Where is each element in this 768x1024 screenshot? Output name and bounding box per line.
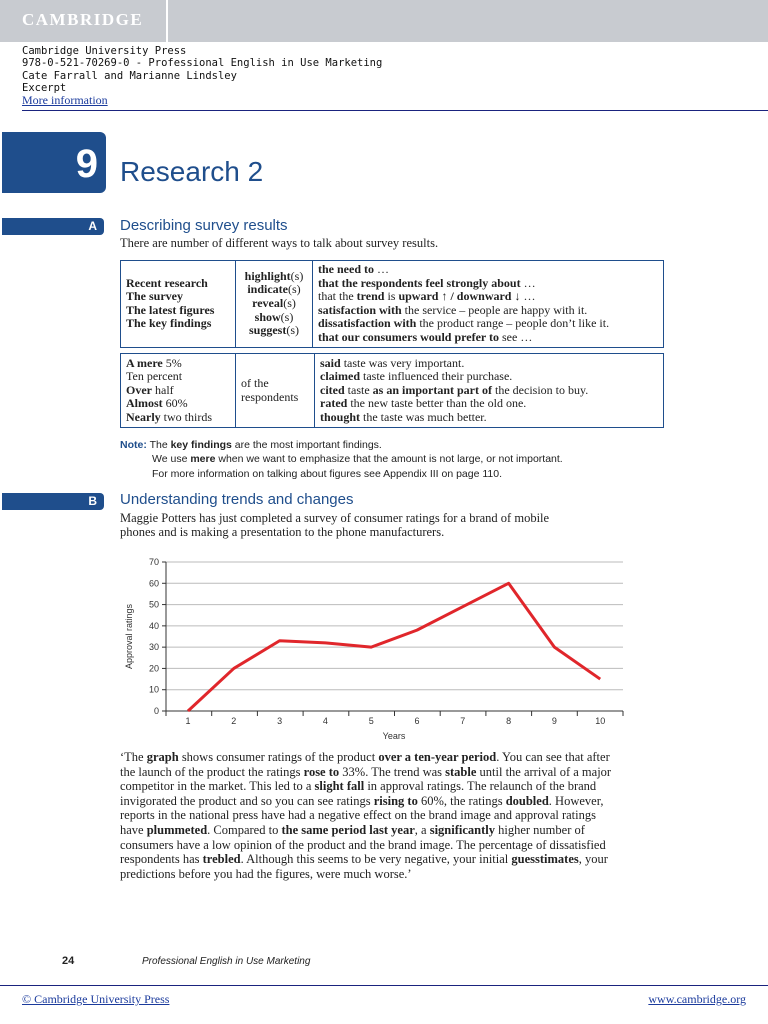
y-axis-label: Approval ratings [124,603,134,670]
table2-quantity-term: Almost [126,396,163,411]
table1-object [318,331,658,345]
table2-verb-text: the new taste better than the old one. [347,396,527,411]
table2-verb [320,357,658,371]
table1-subject [126,290,230,304]
table1-object-text: the product range – people don’t like it. [416,316,610,331]
note-term: key findings [170,439,232,451]
table1-object-term: dissatisfaction with [318,316,417,331]
table1-objects-cell [313,261,664,348]
x-axis-label: Years [382,731,406,741]
paragraph-key-term: rising to [373,793,418,808]
note-text: The [146,439,171,451]
section-a-heading: Describing survey results [120,217,288,234]
table1-subject [126,277,230,291]
chapter-number: 9 [75,142,98,186]
table2-verb [320,370,658,384]
paragraph-text: 60%, the ratings [417,793,506,808]
footer-divider [0,985,768,986]
table1-object-text: is [384,289,399,304]
y-tick-label: 0 [153,706,159,716]
paragraph-key-term: guesstimates [511,852,579,867]
table2-respondents-text: respondents [241,389,299,404]
table1-verb-text: indicate [247,282,288,297]
table1-object-term: satisfaction with [318,302,402,317]
website-link[interactable]: www.cambridge.org [648,992,746,1006]
table2-verb-text: taste was very important. [340,355,465,370]
table2-quantity [126,397,230,411]
y-tick-label: 50 [148,599,159,610]
table1-subject-text: The survey [126,289,183,304]
table1-verb-suffix: (s) [288,282,301,297]
book-metadata [22,45,382,107]
table2-quantity-text: two thirds [160,409,212,424]
section-b-letter: B [88,494,97,508]
table1-verb-text: suggest [248,323,287,338]
note-text: We use [152,453,191,466]
note-text: when we want to emphasize that the amount is not large, or not important. [215,453,563,466]
x-tick-label: 8 [506,716,512,726]
table2-quantity [126,411,230,425]
graph-description-paragraph [120,750,620,881]
table2-verb [320,397,658,411]
more-information-link[interactable]: More information [22,93,108,108]
table2-quantity [126,357,230,371]
paragraph-text: . However, reports in the national press have had a negative effect on the brand image and approval ratings have [120,793,604,837]
y-tick-label: 20 [148,663,159,674]
page-number: 24 [62,955,75,967]
paragraph-key-term: significantly [429,822,495,837]
table2-verb-text: the taste was much better. [360,409,487,424]
table1-object-term: upward ↑ / downward ↓ [398,289,521,304]
paragraph-text: 33%. The trend was [339,764,446,779]
table1-verb [241,311,307,325]
table1-object [318,304,658,318]
table2-quantity-text: Ten percent [126,369,183,384]
table1-verb [241,324,307,338]
table1-object [318,263,658,277]
paragraph-key-term: rose to [303,764,340,779]
x-tick-label: 2 [231,716,237,726]
logo-box [0,0,168,42]
table2-respondents [241,391,309,405]
paragraph-text: . Although this seems to be very negative, your initial [240,852,512,867]
note-box [120,438,563,481]
note-term: mere [190,453,216,466]
table2-quantity-term: Nearly [126,409,161,424]
excerpt-line: Excerpt [22,81,67,94]
table1-verb-text: show [254,309,281,324]
table2-verb-text: taste [344,382,373,397]
table1-subject-text: The key findings [126,316,212,331]
table2-quantities-cell [121,354,236,428]
table1-subject-text: The latest figures [126,302,215,317]
table1-verb-text: highlight [244,268,291,283]
approval-ratings-chart [116,552,636,742]
section-b-intro-line-1: Maggie Potters has just completed a survey of consumer ratings for a brand of mobile [120,511,550,525]
table1-subject-text: Recent research [126,275,208,290]
section-a-tab [2,218,104,235]
table1-object-text: see … [499,329,533,344]
table1-object-text: … [374,262,389,276]
table2-verb-term: said [320,355,341,370]
paragraph-text: , a [414,822,430,837]
paragraph-text: in approval ratings. The relaunch of the brand invigorated the product and so you can see ratings [120,779,597,808]
table2-verb [320,384,658,398]
table2-verb-text: the decision to buy. [492,382,589,397]
x-tick-label: 1 [185,716,191,726]
note-text: are the most important findings. [231,439,382,451]
note-appendix-reference: For more information on talking about figures see Appendix III on page 110. [152,467,503,480]
copyright-link[interactable]: © Cambridge University Press [22,992,170,1006]
table2-verb [320,411,658,425]
header-divider [22,110,768,111]
table2-quantity-term: A mere [126,355,163,370]
table1-object-text: the service – people are happy with it. [401,302,588,317]
x-tick-label: 7 [460,716,466,726]
paragraph-text: higher number of consumers have a low opinion of the product and the brand image. The percentage of dissatisfied respondents has [120,822,606,867]
table1-object-term: that the respondents feel strongly about [318,275,521,290]
y-tick-label: 60 [148,578,159,589]
table1-object-text: … [520,289,536,304]
table2-respondents-cell [236,354,315,428]
table2-quantity-text: half [152,382,174,397]
paragraph-text: , your predictions before you had the figures, were much worse.’ [120,852,608,881]
paragraph-key-term: the same period last year [281,822,415,837]
chapter-number-box [2,132,106,193]
table1-verb-suffix: (s) [280,309,294,324]
paragraph-key-term: stable [445,764,477,779]
table1-verb-text: reveal [252,295,284,310]
table1-object-term: that our consumers would prefer to [318,329,499,344]
running-book-title: Professional English in Use Marketing [142,956,311,967]
table2-verb-term: as an important part of [372,382,492,397]
table1-subject [126,317,230,331]
table1-verb [241,283,307,297]
table2-quantity-term: Over [126,382,152,397]
x-tick-label: 9 [551,716,557,726]
table1-subject [126,304,230,318]
section-a-intro: There are number of different ways to talk about survey results. [120,236,439,250]
table2-quantity [126,384,230,398]
section-b-tab [2,493,104,510]
table1-object-text: … [520,275,536,290]
table1-verb-suffix: (s) [283,295,296,310]
respondents-table [120,353,664,428]
note-label: Note: [120,439,147,451]
table1-verb-suffix: (s) [286,323,299,338]
table1-object-text: that the [318,289,357,304]
table2-verb-term: rated [320,396,348,411]
paragraph-text: . You can see that after the launch of the product the ratings [120,750,610,779]
y-tick-label: 70 [148,557,159,567]
table1-object [318,290,658,304]
table2-respondents [241,377,309,391]
paragraph-key-term: plummeted [146,822,208,837]
section-a-letter: A [88,219,97,233]
chapter-title: Research 2 [120,156,264,187]
publisher-line: Cambridge University Press [22,45,187,57]
table2-verb-term: thought [320,409,361,424]
x-tick-label: 5 [368,716,374,726]
table1-object-term: trend [356,289,385,304]
table1-verb-suffix: (s) [290,268,304,283]
table1-verb [241,297,307,311]
y-tick-label: 30 [148,642,159,653]
table2-quantity-text: 60% [162,396,188,411]
table2-respondents-text: of the [241,375,269,390]
section-b-heading: Understanding trends and changes [120,491,354,508]
isbn-line: 978-0-521-70269-0 - Professional English in Use Marketing [22,57,383,70]
survey-phrases-table [120,260,664,348]
x-tick-label: 3 [277,716,283,726]
table1-object [318,277,658,291]
paragraph-key-term: graph [146,750,179,764]
paragraph-text: shows consumer ratings of the product [178,750,379,764]
table2-verbs-cell [315,354,664,428]
paragraph-text: . Compared to [207,822,282,837]
table1-object-term: the need to [318,262,374,276]
y-tick-label: 40 [148,620,159,631]
table2-verb-term: cited [320,382,345,397]
x-tick-label: 6 [414,716,420,726]
table2-quantity [126,370,230,384]
x-tick-label: 10 [595,716,606,726]
authors-line: Cate Farrall and Marianne Lindsley [22,69,237,82]
table1-object [318,317,658,331]
table2-verb-term: claimed [320,369,360,384]
publisher-logo: CAMBRIDGE [22,10,144,29]
paragraph-text: until the arrival of a major competitor in the market. This led to a [120,764,612,794]
table1-verb [241,270,307,284]
paragraph-key-term: slight fall [314,779,365,794]
y-tick-label: 10 [148,684,159,695]
section-b-intro-line-2: phones and is making a presentation to the phone manufacturers. [120,525,445,539]
paragraph-key-term: trebled [202,852,241,867]
x-tick-label: 4 [322,716,328,726]
paragraph-key-term: doubled [505,793,549,808]
table2-verb-text: taste influenced their purchase. [360,369,513,384]
paragraph-key-term: over a ten-year period [378,750,497,764]
paragraph-text: ‘The [120,750,147,764]
table2-quantity-text: 5% [162,355,182,370]
table1-verbs-cell [236,261,313,348]
table1-subjects-cell [121,261,236,348]
